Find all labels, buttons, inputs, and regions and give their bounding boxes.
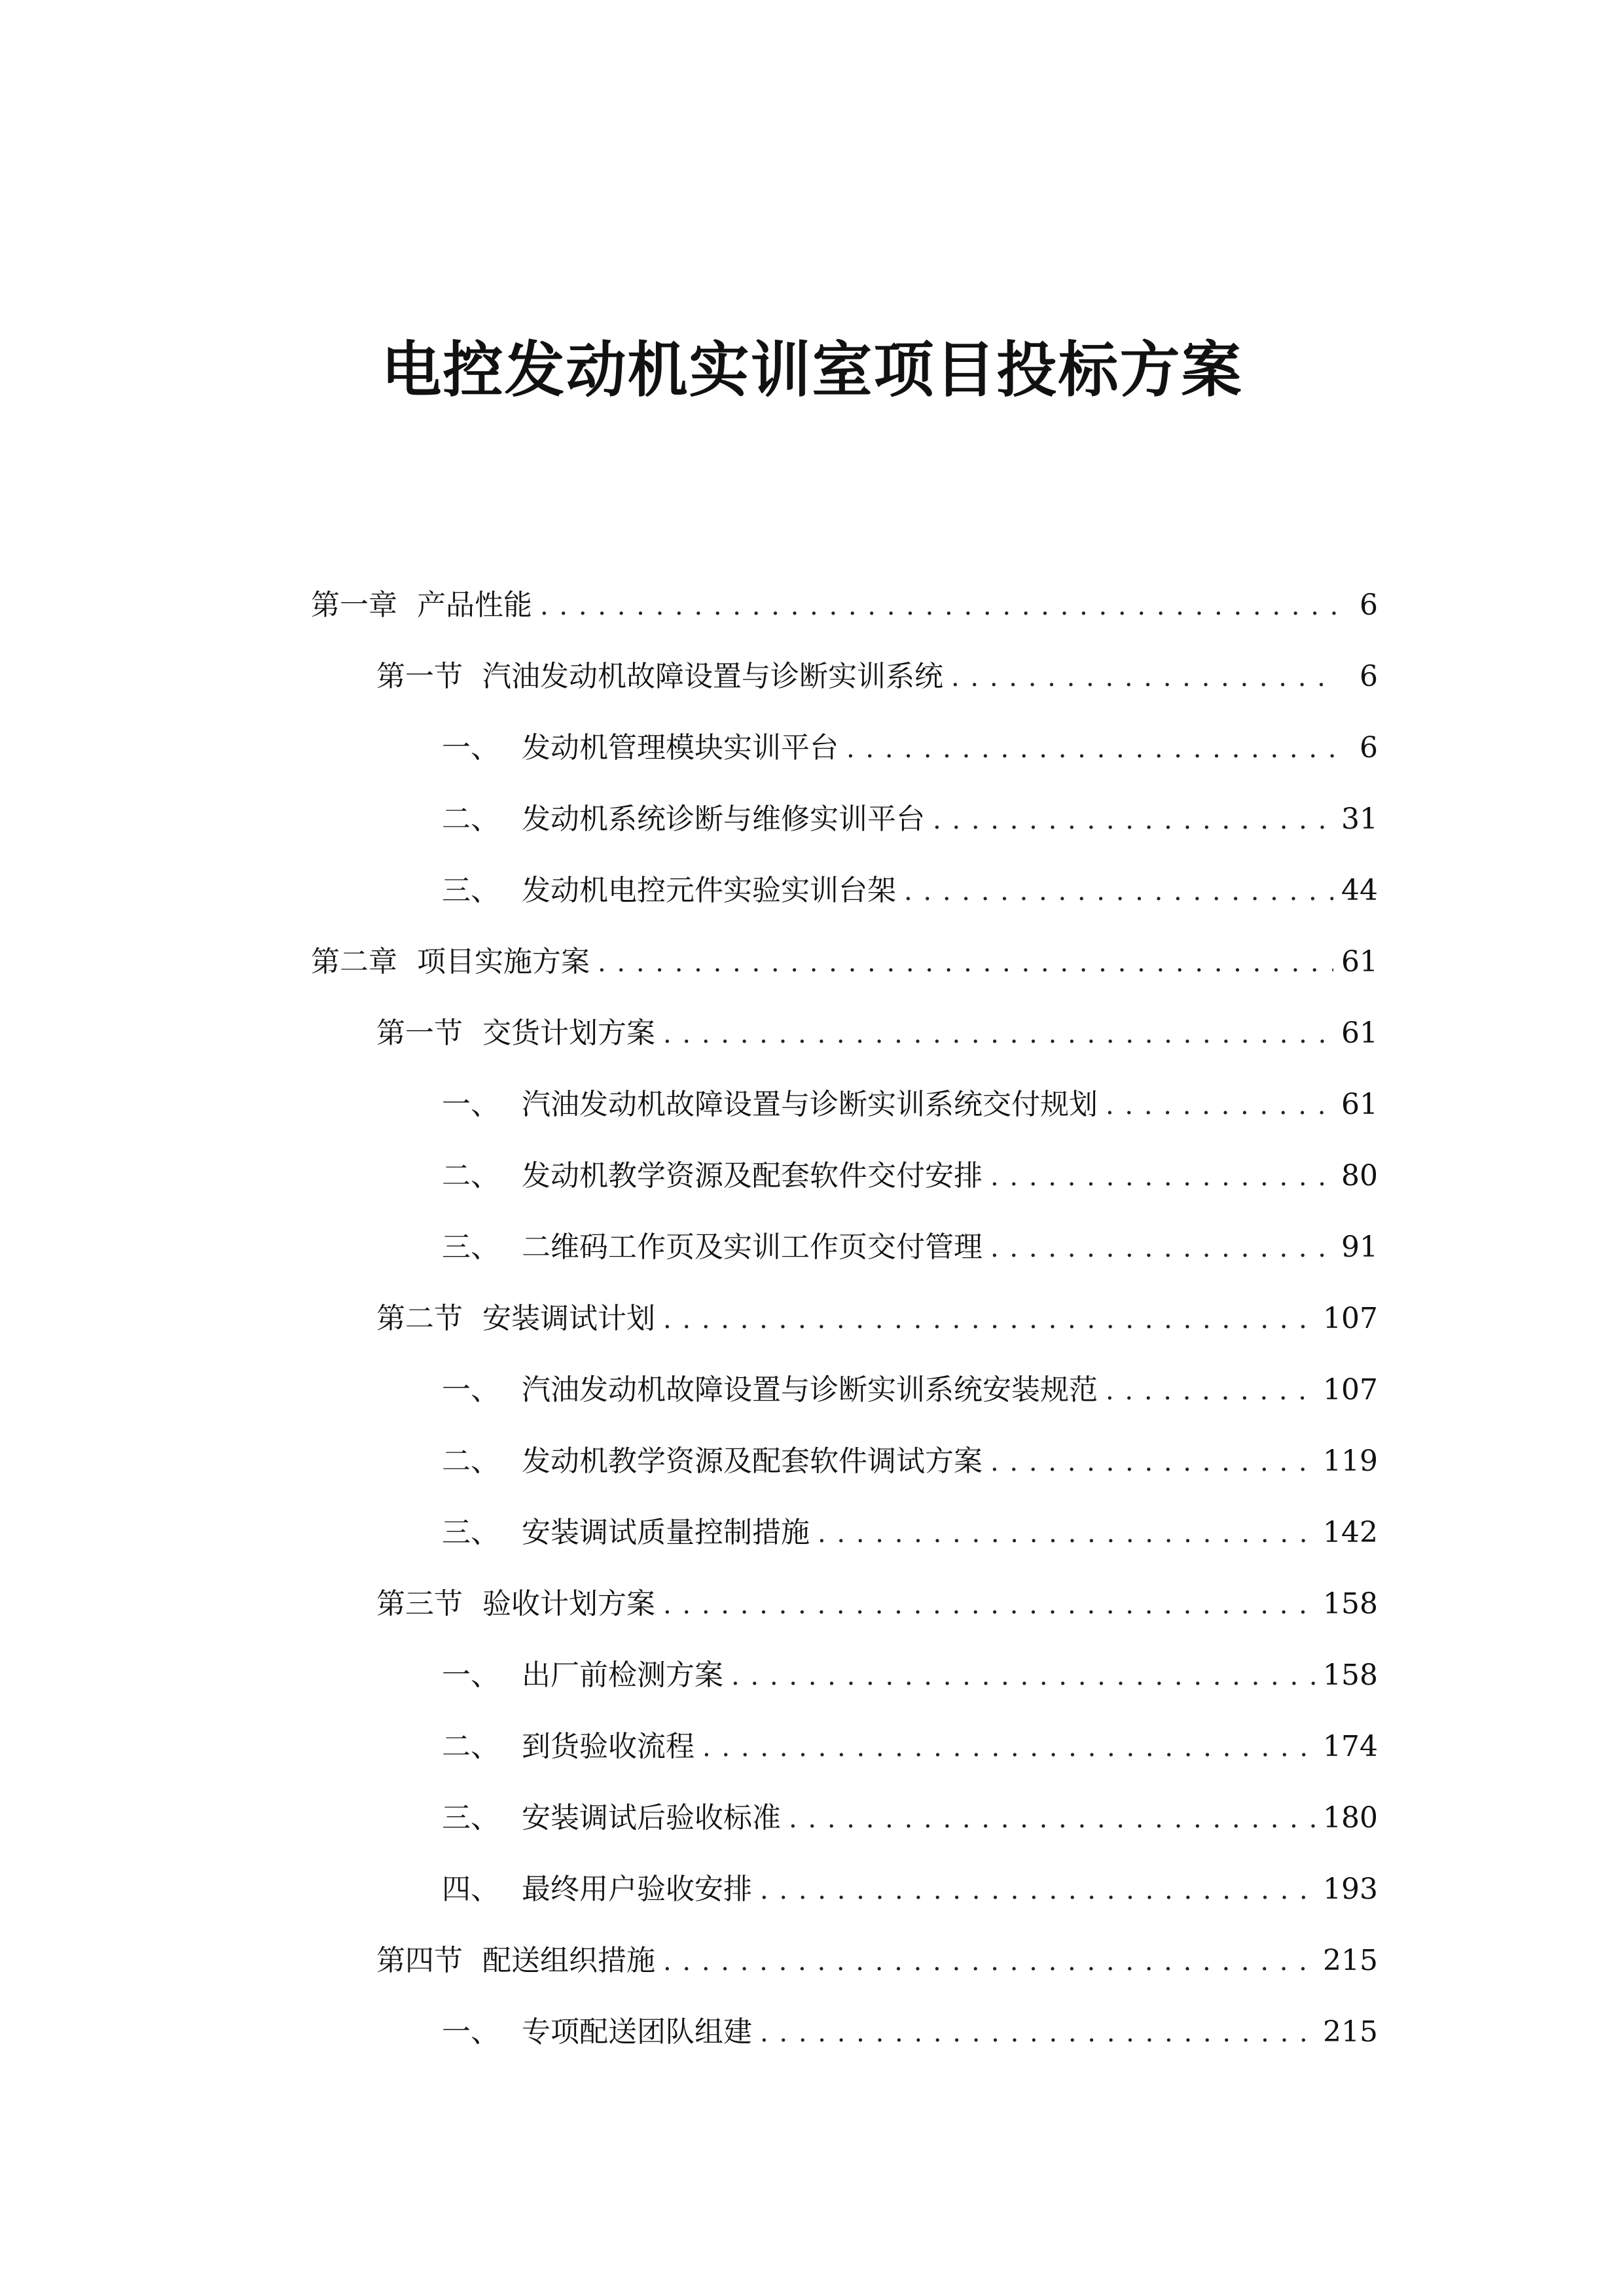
toc-entry-title: 产品性能 bbox=[417, 588, 532, 622]
toc-dot-leader bbox=[904, 856, 1333, 927]
toc-page-number: 6 bbox=[1360, 731, 1378, 764]
toc-dot-leader bbox=[598, 927, 1333, 999]
document-title: 电控发动机实训室项目投标方案 bbox=[381, 334, 1243, 405]
toc-entry-subsection[interactable] bbox=[311, 855, 1378, 926]
toc-entry-title: 专项配送团队组建 bbox=[522, 2015, 752, 2049]
toc-dot-leader bbox=[990, 1141, 1333, 1213]
toc-entry-title: 交货计划方案 bbox=[482, 1016, 655, 1050]
toc-page-number: 61 bbox=[1341, 1016, 1378, 1050]
toc-entry-number: 二、 bbox=[442, 1444, 499, 1478]
toc-dot-leader bbox=[846, 713, 1337, 785]
toc-page-number: 91 bbox=[1341, 1230, 1378, 1264]
toc-entry-subsection[interactable] bbox=[311, 712, 1378, 783]
toc-entry-subsection[interactable] bbox=[311, 1640, 1378, 1711]
toc-entry-number: 三、 bbox=[442, 1230, 499, 1264]
toc-dot-leader bbox=[663, 999, 1333, 1070]
toc-entry-section[interactable] bbox=[311, 1283, 1378, 1354]
toc-page-number: 44 bbox=[1341, 874, 1378, 907]
toc-entry-number: 二、 bbox=[442, 802, 499, 836]
toc-entry-number: 第一章 bbox=[311, 588, 397, 622]
toc-dot-leader bbox=[1106, 1070, 1333, 1141]
toc-entry-chapter[interactable] bbox=[311, 569, 1378, 641]
toc-page-number: 31 bbox=[1341, 802, 1378, 836]
toc-dot-leader bbox=[1106, 1355, 1315, 1427]
toc-dot-leader bbox=[760, 1998, 1315, 2069]
toc-entry-title: 到货验收流程 bbox=[522, 1730, 695, 1763]
toc-dot-leader bbox=[990, 1213, 1333, 1284]
toc-page-number: 215 bbox=[1323, 1944, 1378, 1977]
toc-entry-title: 二维码工作页及实训工作页交付管理 bbox=[522, 1230, 983, 1264]
toc-entry-number: 一、 bbox=[442, 1088, 499, 1121]
toc-dot-leader bbox=[702, 1712, 1315, 1784]
toc-entry-number: 第三节 bbox=[376, 1587, 463, 1621]
toc-dot-leader bbox=[540, 571, 1337, 642]
toc-entry-number: 一、 bbox=[442, 1659, 499, 1692]
toc-page-number: 119 bbox=[1323, 1444, 1378, 1478]
toc-entry-subsection[interactable] bbox=[311, 1996, 1378, 2068]
toc-dot-leader bbox=[818, 1498, 1315, 1570]
toc-page-number: 107 bbox=[1323, 1302, 1378, 1335]
toc-entry-title: 验收计划方案 bbox=[482, 1587, 655, 1621]
toc-entry-subsection[interactable] bbox=[311, 1711, 1378, 1782]
toc-entry-title: 发动机系统诊断与维修实训平台 bbox=[522, 802, 925, 836]
toc-page-number: 193 bbox=[1323, 1873, 1378, 1906]
toc-page-number: 61 bbox=[1341, 1088, 1378, 1121]
toc-entry-section[interactable] bbox=[311, 1925, 1378, 1996]
toc-entry-number: 一、 bbox=[442, 1373, 499, 1407]
toc-page-number: 6 bbox=[1360, 660, 1378, 693]
toc-entry-title: 安装调试质量控制措施 bbox=[522, 1516, 810, 1549]
toc-page-number: 80 bbox=[1341, 1159, 1378, 1193]
toc-dot-leader bbox=[951, 642, 1337, 713]
toc-entry-number: 一、 bbox=[442, 2015, 499, 2049]
toc-entry-number: 三、 bbox=[442, 1801, 499, 1835]
toc-entry-section[interactable] bbox=[311, 641, 1378, 712]
toc-entry-subsection[interactable] bbox=[311, 1140, 1378, 1211]
toc-entry-title: 安装调试后验收标准 bbox=[522, 1801, 781, 1835]
toc-entry-subsection[interactable] bbox=[311, 1854, 1378, 1925]
toc-entry-title: 发动机教学资源及配套软件调试方案 bbox=[522, 1444, 983, 1478]
toc-entry-subsection[interactable] bbox=[311, 1497, 1378, 1568]
toc-entry-number: 二、 bbox=[442, 1159, 499, 1193]
toc-entry-subsection[interactable] bbox=[311, 1426, 1378, 1497]
table-of-contents bbox=[311, 569, 1378, 2068]
toc-page-number: 158 bbox=[1323, 1587, 1378, 1621]
toc-dot-leader bbox=[789, 1784, 1315, 1855]
toc-dot-leader bbox=[760, 1855, 1315, 1926]
toc-entry-number: 二、 bbox=[442, 1730, 499, 1763]
toc-page-number: 142 bbox=[1323, 1516, 1378, 1549]
toc-entry-subsection[interactable] bbox=[311, 1069, 1378, 1140]
toc-entry-section[interactable] bbox=[311, 1568, 1378, 1640]
toc-entry-title: 发动机管理模块实训平台 bbox=[522, 731, 839, 764]
toc-entry-subsection[interactable] bbox=[311, 1782, 1378, 1854]
toc-page-number: 215 bbox=[1323, 2015, 1378, 2049]
toc-entry-title: 发动机教学资源及配套软件交付安排 bbox=[522, 1159, 983, 1193]
toc-dot-leader bbox=[663, 1284, 1315, 1355]
toc-entry-title: 最终用户验收安排 bbox=[522, 1873, 752, 1906]
toc-page-number: 61 bbox=[1341, 945, 1378, 978]
toc-entry-subsection[interactable] bbox=[311, 1354, 1378, 1426]
toc-entry-title: 发动机电控元件实验实训台架 bbox=[522, 874, 896, 907]
toc-dot-leader bbox=[663, 1570, 1315, 1641]
toc-entry-title: 汽油发动机故障设置与诊断实训系统 bbox=[482, 660, 943, 693]
toc-entry-title: 出厂前检测方案 bbox=[522, 1659, 723, 1692]
toc-entry-title: 项目实施方案 bbox=[417, 945, 590, 978]
toc-entry-subsection[interactable] bbox=[311, 1211, 1378, 1283]
toc-entry-title: 汽油发动机故障设置与诊断实训系统交付规划 bbox=[522, 1088, 1098, 1121]
toc-page-number: 180 bbox=[1323, 1801, 1378, 1835]
toc-page-number: 6 bbox=[1360, 588, 1378, 622]
toc-entry-section[interactable] bbox=[311, 997, 1378, 1069]
toc-entry-title: 汽油发动机故障设置与诊断实训系统安装规范 bbox=[522, 1373, 1098, 1407]
toc-entry-number: 第一节 bbox=[376, 1016, 463, 1050]
toc-entry-subsection[interactable] bbox=[311, 783, 1378, 855]
toc-entry-number: 一、 bbox=[442, 731, 499, 764]
toc-entry-number: 第二章 bbox=[311, 945, 397, 978]
toc-entry-chapter[interactable] bbox=[311, 926, 1378, 997]
toc-entry-number: 第一节 bbox=[376, 660, 463, 693]
toc-entry-number: 第二节 bbox=[376, 1302, 463, 1335]
toc-dot-leader bbox=[990, 1427, 1315, 1498]
toc-entry-number: 三、 bbox=[442, 874, 499, 907]
toc-entry-number: 第四节 bbox=[376, 1944, 463, 1977]
toc-entry-title: 配送组织措施 bbox=[482, 1944, 655, 1977]
toc-dot-leader bbox=[933, 785, 1333, 856]
toc-page-number: 158 bbox=[1323, 1659, 1378, 1692]
toc-entry-number: 三、 bbox=[442, 1516, 499, 1549]
toc-entry-number: 四、 bbox=[442, 1873, 499, 1906]
toc-page-number: 107 bbox=[1323, 1373, 1378, 1407]
toc-dot-leader bbox=[731, 1641, 1315, 1712]
toc-entry-title: 安装调试计划 bbox=[482, 1302, 655, 1335]
toc-dot-leader bbox=[663, 1926, 1315, 1998]
toc-page-number: 174 bbox=[1323, 1730, 1378, 1763]
